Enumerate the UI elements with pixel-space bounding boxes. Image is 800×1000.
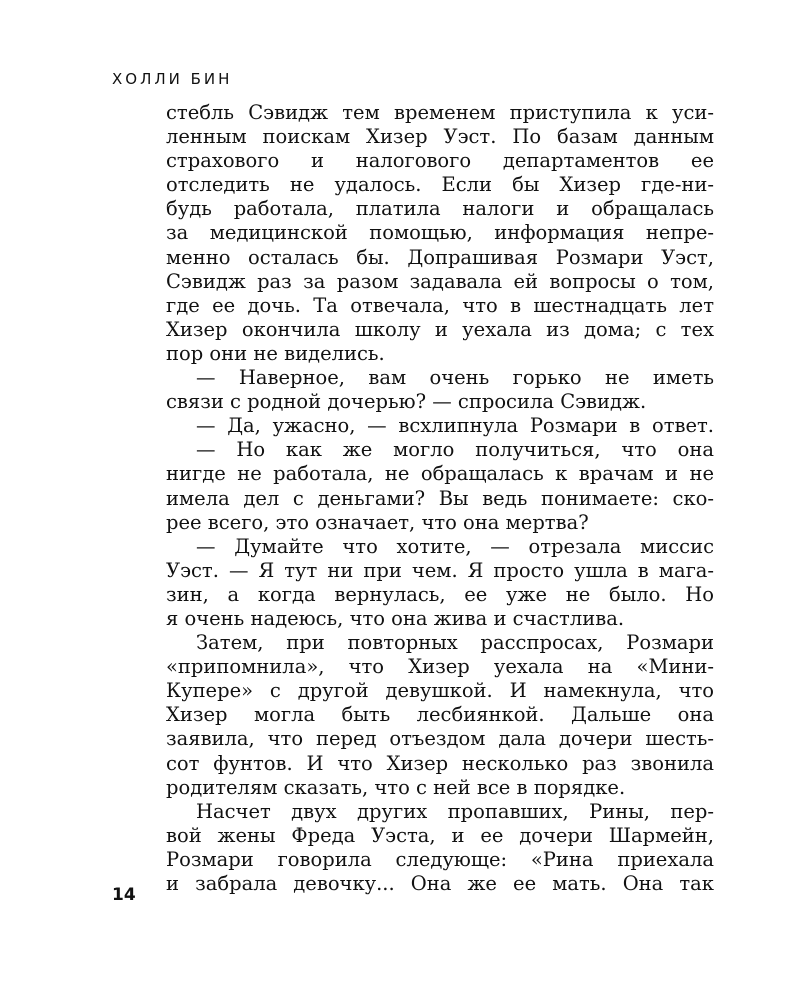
text-line: Уэст. — Я тут ни при чем. Я просто ушла в мага- <box>166 558 714 582</box>
text-line: — Наверное, вам очень горько не иметь <box>196 366 714 390</box>
text-line: стебль Сэвидж тем временем приступила к уси- <box>166 101 714 124</box>
text-line: зин, а когда вернулась, ее уже не было. Но <box>166 582 714 606</box>
text-line: Купере» с другой девушкой. И намекнула, что <box>166 679 714 703</box>
text-line: Сэвидж раз за разом задавала ей вопросы о том, <box>166 269 714 293</box>
text-line: Насчет двух других пропавших, Рины, пер- <box>196 799 714 823</box>
text-line: и забрала девочку... Она же ее мать. Она так <box>166 872 714 895</box>
text-line: сот фунтов. И что Хизер несколько раз звонила <box>166 751 714 775</box>
text-line: отследить не удалось. Если бы Хизер где-ни- <box>166 173 714 197</box>
body-text <box>166 101 714 896</box>
text-line: Затем, при повторных расспросах, Розмари <box>196 631 714 655</box>
text-line: Хизер могла быть лесбиянкой. Дальше она <box>166 703 714 727</box>
text-line: нигде не работала, не обращалась к врачам и не <box>166 462 714 486</box>
text-line: «припомнила», что Хизер уехала на «Мини- <box>166 655 714 679</box>
text-line: связи с родной дочерью? — спросила Сэвидж. <box>166 390 647 414</box>
text-line: заявила, что перед отъездом дала дочери шесть- <box>166 727 714 751</box>
text-line: — Думайте что хотите, — отрезала миссис <box>196 534 714 558</box>
text-line: родителям сказать, что с ней все в порядке. <box>166 775 626 799</box>
text-line: где ее дочь. Та отвечала, что в шестнадцать лет <box>166 293 714 317</box>
running-head-author: ХОЛЛИ БИН <box>112 70 233 88</box>
text-line: — Но как же могло получиться, что она <box>196 438 714 462</box>
text-line: вой жены Фреда Уэста, и ее дочери Шармейн, <box>166 823 714 847</box>
text-line: рее всего, это означает, что она мертва? <box>166 510 589 534</box>
text-line: Розмари говорила следующе: «Рина приехала <box>166 847 714 871</box>
text-line: имела дел с деньгами? Вы ведь понимаете: ско- <box>166 486 714 510</box>
text-line: будь работала, платила налоги и обращалась <box>166 197 714 221</box>
page-number: 14 <box>112 885 136 905</box>
text-line: менно осталась бы. Допрашивая Розмари Уэст, <box>166 245 714 269</box>
text-line: Хизер окончила школу и уехала из дома; с тех <box>166 317 714 341</box>
text-line: пор они не виделись. <box>166 341 385 365</box>
text-line: за медицинской помощью, информация непре- <box>166 221 714 245</box>
text-line: я очень надеюсь, что она жива и счастлива. <box>166 606 625 630</box>
text-line: страхового и налогового департаментов ее <box>166 149 714 173</box>
text-line: ленным поискам Хизер Уэст. По базам данным <box>166 125 714 149</box>
text-line: — Да, ужасно, — всхлипнула Розмари в ответ. <box>196 414 714 438</box>
